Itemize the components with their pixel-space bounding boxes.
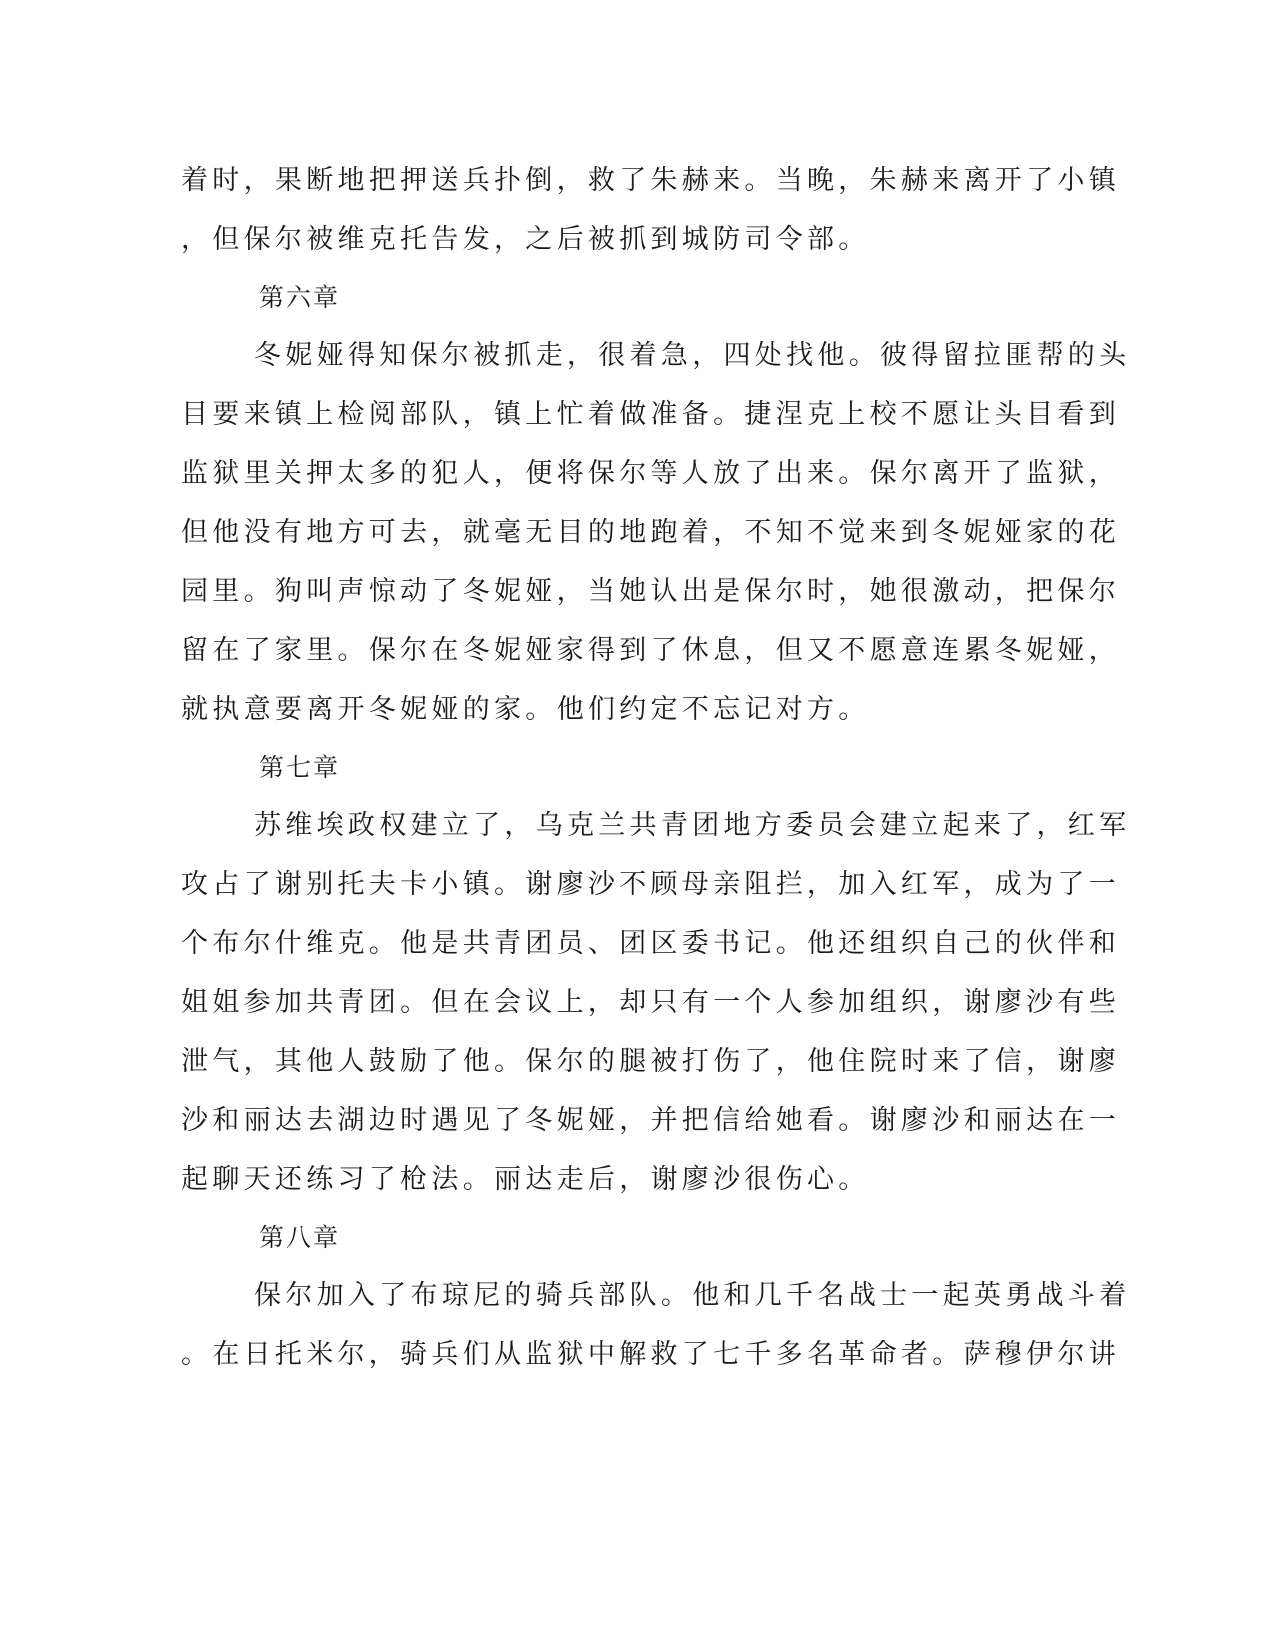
paragraph-line: 园里。狗叫声惊动了冬妮娅，当她认出是保尔时，她很激动，把保尔: [181, 576, 1120, 607]
paragraph-line: 冬妮娅得知保尔被抓走，很着急，四处找他。彼得留拉匪帮的头: [254, 340, 1131, 371]
paragraph-line: 沙和丽达去湖边时遇见了冬妮娅，并把信给她看。谢廖沙和丽达在一: [181, 1105, 1120, 1136]
paragraph-line: 就执意要离开冬妮娅的家。他们约定不忘记对方。: [181, 694, 870, 725]
paragraph-line: 攻占了谢别托夫卡小镇。谢廖沙不顾母亲阻拦，加入红军，成为了一: [181, 869, 1120, 900]
paragraph-line: 保尔加入了布琼尼的骑兵部队。他和几千名战士一起英勇战斗着: [254, 1280, 1131, 1311]
chapter-heading: 第七章: [259, 753, 341, 782]
paragraph-line: 着时，果断地把押送兵扑倒，救了朱赫来。当晚，朱赫来离开了小镇: [181, 165, 1120, 196]
paragraph-line: 但他没有地方可去，就毫无目的地跑着，不知不觉来到冬妮娅家的花: [181, 517, 1120, 548]
paragraph-line: 个布尔什维克。他是共青团员、团区委书记。他还组织自己的伙伴和: [181, 928, 1120, 959]
paragraph-line: 。在日托米尔，骑兵们从监狱中解救了七千多名革命者。萨穆伊尔讲: [181, 1339, 1120, 1370]
chapter-heading: 第八章: [259, 1223, 341, 1252]
chapter-heading: 第六章: [259, 283, 341, 312]
paragraph-line: ，但保尔被维克托告发，之后被抓到城防司令部。: [181, 224, 870, 255]
paragraph-line: 泄气，其他人鼓励了他。保尔的腿被打伤了，他住院时来了信，谢廖: [181, 1046, 1120, 1077]
paragraph-line: 留在了家里。保尔在冬妮娅家得到了休息，但又不愿意连累冬妮娅，: [181, 635, 1120, 666]
paragraph-line: 姐姐参加共青团。但在会议上，却只有一个人参加组织，谢廖沙有些: [181, 987, 1120, 1018]
paragraph-line: 起聊天还练习了枪法。丽达走后，谢廖沙很伤心。: [181, 1164, 870, 1195]
paragraph-line: 监狱里关押太多的犯人，便将保尔等人放了出来。保尔离开了监狱，: [181, 458, 1120, 489]
paragraph-line: 目要来镇上检阅部队，镇上忙着做准备。捷涅克上校不愿让头目看到: [181, 399, 1120, 430]
paragraph-line: 苏维埃政权建立了，乌克兰共青团地方委员会建立起来了，红军: [254, 810, 1131, 841]
